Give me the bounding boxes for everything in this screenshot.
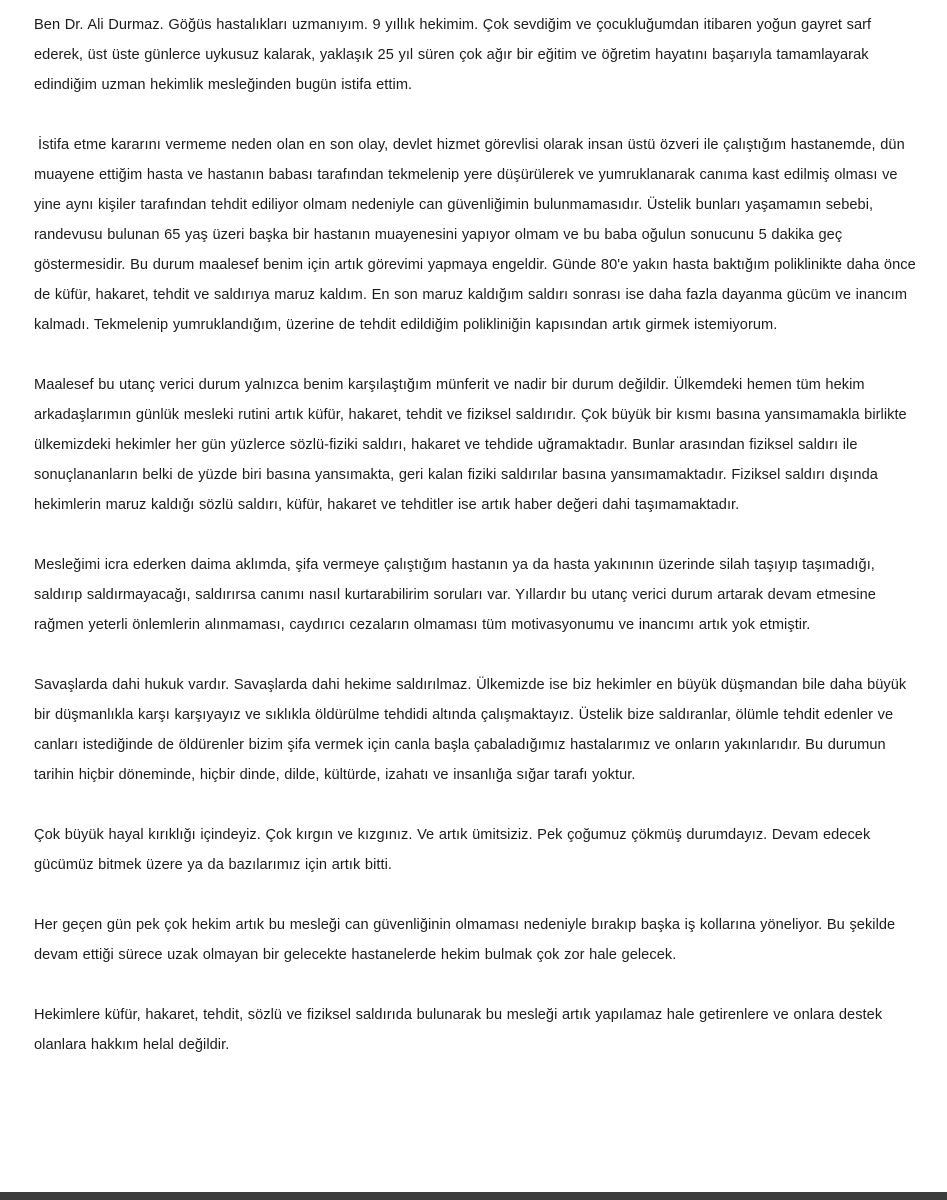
paragraph-disappointment: Çok büyük hayal kırıklığı içindeyiz. Çok kırgın ve kızgınız. Ve artık ümitsiziz. Pek çoğumuz çökmüş durumdayız. Devam edecek gücümüz bitmek üzere ya da bazılarımız için artık bitti.	[34, 827, 871, 873]
paragraph-safety-concerns: Mesleğimi icra ederken daima aklımda, şifa vermeye çalıştığım hastanın ya da hasta yakınının üzerinde silah taşıyıp taşımadığı, saldırıp saldırmayacağı, saldırırsa canımı nasıl kurtarabilirim soruları var. Yıllardır bu utanç verici durum artarak devam etmesine rağmen yeterli önlemlerin alınmaması, caydırıcı cezaların olmaması tüm motivasyonumu ve inancımı artık yok etmiştir.	[34, 557, 876, 633]
paragraph-resignation-reason: İstifa etme kararını vermeme neden olan en son olay, devlet hizmet görevlisi olarak insan üstü özveri ile çalıştığım hastanemde, dün muayene ettiğim hasta ve hastanın babası tarafından tekmelenip yere düşürülerek ve yumruklanarak canıma kast edilmiş olması ve yine aynı kişiler tarafından tehdit ediliyor olmam nedeniyle can güvenliğimin bulunmamasıdır. Üstelik bunları yaşamamın sebebi, randevusu bulunan 65 yaş üzeri başka bir hastanın muayenesini yapıyor olmam ve bu baba oğulun sonucunu 5 dakika geç göstermesidir. Bu durum maalesef benim için artık görevimi yapmaya engeldir. Günde 80'e yakın hasta baktığım poliklinikte daha önce de küfür, hakaret, tehdit ve saldırıya maruz kaldım. En son maruz kaldığım saldırı sonrası ise daha fazla dayanma gücüm ve inancım kalmadı. Tekmelenip yumruklandığım, üzerine de tehdit edildiğim polikliniğin kapısından artık girmek istemiyorum.	[34, 137, 916, 333]
bottom-edge-bar	[0, 1192, 947, 1200]
paragraph-law-in-war: Savaşlarda dahi hukuk vardır. Savaşlarda dahi hekime saldırılmaz. Ülkemizde ise biz hekimler en büyük düşmandan bile daha büyük bir düşmanlıkla karşı karşıyayız ve sıklıkla öldürülme tehdidi altında çalışmaktayız. Üstelik bize saldıranlar, ölümle tehdit edenler ve canları istediğinde de öldürenler bizim şifa vermek için canla başla çabaladığımız hastalarımız ve onların yakınlarıdır. Bu durumun tarihin hiçbir döneminde, hiçbir dinde, dilde, kültürde, izahatı ve insanlığa sığar tarafı yoktur.	[34, 677, 907, 783]
paragraph-violence-against-doctors: Maalesef bu utanç verici durum yalnızca benim karşılaştığım münferit ve nadir bir durum değildir. Ülkemdeki hemen tüm hekim arkadaşlarımın günlük mesleki rutini artık küfür, hakaret, tehdit ve fiziksel saldırıdır. Çok büyük bir kısmı basına yansımamakla birlikte ülkemizdeki hekimler her gün yüzlerce sözlü-fiziki saldırı, hakaret ve tehdide uğramaktadır. Bunlar arasından fiziksel saldırı ile sonuçlananların belki de yüzde biri basına yansımakta, geri kalan fiziki saldırılar basına yansımamaktadır. Fiziksel saldırı dışında hekimlerin maruz kaldığı sözlü saldırı, küfür, hakaret ve tehditler ise artık haber değeri dahi taşımamaktadır.	[34, 377, 907, 513]
paragraph-doctors-leaving: Her geçen gün pek çok hekim artık bu mesleği can güvenliğinin olmaması nedeniyle bırakıp başka iş kollarına yöneliyor. Bu şekilde devam ettiği sürece uzak olmayan bir gelecekte hastanelerde hekim bulmak çok zor hale gelecek.	[34, 917, 896, 963]
paragraph-introduction: Ben Dr. Ali Durmaz. Göğüs hastalıkları uzmanıyım. 9 yıllık hekimim. Çok sevdiğim ve çocukluğumdan itibaren yoğun gayret sarf ederek, üst üste günlerce uykusuz kalarak, yaklaşık 25 yıl süren çok ağır bir eğitim ve öğretim hayatını başarıyla tamamlayarak edindiğim uzman hekimlik mesleğinden bugün istifa ettim.	[34, 17, 872, 93]
paragraph-closing-statement: Hekimlere küfür, hakaret, tehdit, sözlü ve fiziksel saldırıda bulunarak bu mesleği artık yapılamaz hale getirenlere ve onlara destek olanlara hakkım helal değildir.	[34, 1007, 883, 1053]
